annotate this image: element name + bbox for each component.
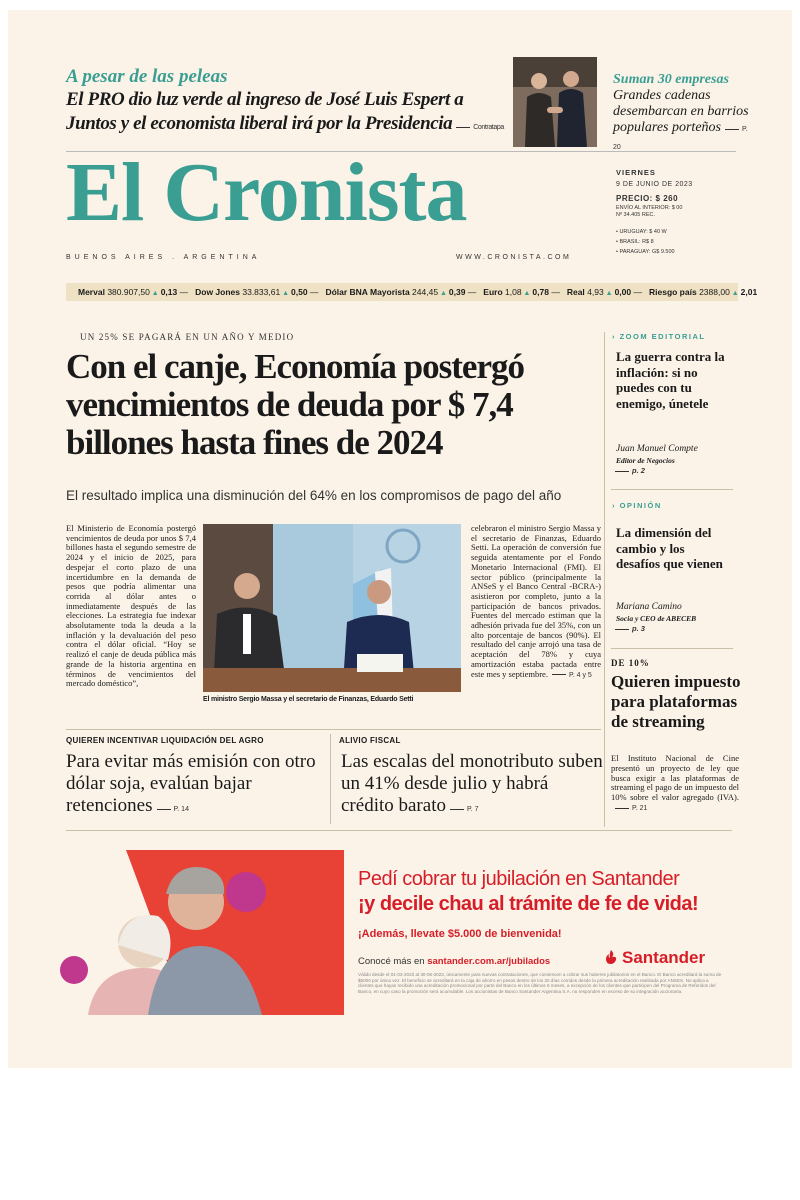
ticker-value: 244,45 <box>412 287 439 297</box>
up-arrow-icon: ▲ <box>603 290 615 297</box>
ticker-name: Real <box>566 287 585 297</box>
zoom-kicker: › ZOOM EDITORIAL <box>612 332 706 341</box>
streaming-text <box>611 754 739 814</box>
ticker-change: 0,50 <box>291 287 308 297</box>
advert-link-prefix: Conocé más en <box>358 956 425 967</box>
side-teaser-text: Grandes cadenas desembarcan en barrios populares porteños <box>613 88 749 135</box>
ticker-value: 380.907,50 <box>107 287 150 297</box>
advert-line-3: ¡Además, llevate $5.000 de bienvenida! <box>358 928 562 940</box>
ticker-item: Merval 380.907,50 ▲ 0,13 — <box>78 287 189 297</box>
ticker-item: Euro 1,08 ▲ 0,78 — <box>483 287 560 297</box>
price-paraguay: • PARAGUAY: G$ 9.500 <box>616 249 675 255</box>
main-subhead: El resultado implica una disminución del 64% en los compromisos de pago del año <box>66 488 562 503</box>
edition-day: VIERNES <box>616 168 656 177</box>
fiscal-kicker: ALIVIO FISCAL <box>339 736 401 745</box>
bottom-stories-rule <box>66 729 601 730</box>
masthead-url[interactable]: WWW.CRONISTA.COM <box>456 254 572 261</box>
ticker-name: Dow Jones <box>195 287 240 297</box>
agro-headline[interactable] <box>66 751 324 821</box>
market-ticker <box>66 283 758 301</box>
ticker-name: Dólar BNA Mayorista <box>325 287 410 297</box>
streaming-ref: P. 21 <box>611 805 647 812</box>
right-divider-2 <box>611 648 733 649</box>
main-column-2-ref: P. 4 y 5 <box>548 672 592 679</box>
zoom-headline[interactable]: La guerra contra la inflación: si no puedes con tu enemigo, únetele <box>616 349 725 411</box>
ticker-value: 1,08 <box>505 287 522 297</box>
opinion-headline[interactable]: La dimensión del cambio y los desafíos que vienen <box>616 525 723 571</box>
up-arrow-icon: ▲ <box>438 290 449 297</box>
streaming-text-body: El Instituto Nacional de Cine presentó un proyecto de ley que busca exigir a las plataformas de streaming el pago de un impuesto del 10% sobre el valor agregado (IVA). <box>611 753 739 803</box>
top-headline-text: El PRO dio luz verde al ingreso de José Luis Espert a Juntos y el economista liberal irá por la Presidencia <box>66 89 464 134</box>
top-headline[interactable] <box>66 88 516 140</box>
ticker-value: 2388,00 <box>699 287 730 297</box>
opinion-ref: p. 3 <box>611 624 645 633</box>
ticker-change: 0,39 <box>448 287 466 297</box>
ticker-change: 0,78 <box>532 287 549 297</box>
opinion-role: Socia y CEO de ABECEB <box>616 614 697 623</box>
top-photo <box>513 57 597 147</box>
main-column-1: El Ministerio de Economía postergó vencimientos de deuda por unos $ 7,4 billones hasta el segundo semestre de 2024 y el inicio de 2025, para despejar el corto plazo de una incertidumbre en la demanda de pesos que podría alimentar una corrida al dólar antes o inmediatamente después de las elecciones. La estrategia fue indexar absolutamente toda la deuda a la inflación y la devaluación del peso contra el dólar oficial. “Hoy se realizó el canje de deuda pública más grande de la historia argentina en términos de vencimientos del mercado doméstico”, <box>66 523 196 689</box>
ticker-item: Dólar BNA Mayorista 244,45 ▲ 0,39 — <box>325 287 477 297</box>
masthead-logo[interactable]: El Cronista <box>66 146 467 239</box>
santander-brand: Santander <box>622 948 706 967</box>
bottom-stories-divider <box>330 734 331 824</box>
flame-icon <box>603 949 619 970</box>
advert-link[interactable]: santander.com.ar/jubilados <box>427 956 551 967</box>
price-uruguay: • URUGUAY: $ 40 W <box>616 229 667 235</box>
edition-price: PRECIO: $ 260 <box>616 194 679 203</box>
zoom-author: Juan Manuel Compte <box>616 444 698 454</box>
advert-image[interactable] <box>66 850 344 1015</box>
opinion-kicker: › OPINIÓN <box>612 501 662 510</box>
side-teaser-kicker: Suman 30 empresas <box>613 72 729 87</box>
main-column-2 <box>471 524 601 680</box>
ticker-name: Merval <box>78 287 105 297</box>
ticker-name: Riesgo país <box>648 287 697 297</box>
top-kicker: A pesar de las peleas <box>66 66 228 87</box>
side-teaser-ref: P. 20 <box>613 126 748 151</box>
fiscal-headline-text: Las escalas del monotributo suben un 41% desde julio y habrá crédito barato <box>341 751 603 816</box>
ticker-item: Dow Jones 33.833,61 ▲ 0,50 — <box>195 287 319 297</box>
top-headline-ref: Contratapa <box>452 124 504 131</box>
ticker-value: 33.833,61 <box>242 287 281 297</box>
edition-date: 9 DE JUNIO DE 2023 <box>616 181 693 188</box>
advert-rule <box>66 830 732 831</box>
agro-ref: P. 14 <box>153 806 189 813</box>
ticker-item: Real 4,93 ▲ 0,00 — <box>566 287 642 297</box>
price-brasil: • BRASIL: R$ 8 <box>616 239 654 245</box>
interior-price: ENVÍO AL INTERIOR: $ 00 <box>616 205 683 211</box>
main-headline[interactable]: Con el canje, Economía postergó vencimientos de deuda por $ 7,4 billones hasta fines de 2024 <box>66 347 524 462</box>
right-column-rule <box>604 332 605 827</box>
ticker-change: 2,01 <box>740 287 758 297</box>
ticker-change: 0,13 <box>160 287 178 297</box>
advert-line-1: Pedí cobrar tu jubilación en Santander <box>358 868 680 890</box>
date-box <box>616 168 746 257</box>
advert-line-2: ¡y decile chau al trámite de fe de vida! <box>358 893 699 915</box>
ticker-name: Euro <box>483 287 503 297</box>
main-column-2-text: celebraron el ministro Sergio Massa y el secretario de Finanzas, Eduardo Setti. La operación de conversión fue seguida atentamente por el Fondo Monetario Internacional (FMI). El sector público (principalmente la ANSeS y el Banco Central -BCRA-) asistieron por completo, junto a la participación de bancos privados. Fuentes del mercado estiman que la adhesión privada fue del 35%, con un alto porcentaje de bancos (90%). El resultado del canje arrojó una tasa de aceptación del 78% y cuya amortización estaba pactada entre este mes y septiembre. <box>471 523 601 679</box>
edition-number: Nº 34.405 REC. <box>616 212 655 218</box>
advert-legal: Válido desde el 01-03-2023 al 30-06-2023, únicamente para nuevas contrataciones, que comiencen a cobrar sus haberes jubilatorios en el Banco. El Banco acreditará la suma de $5000 por única vez. El beneficio se acreditará en la caja de ahorro en pesos dentro de los 30 días corridos desde la primera acreditación realizada por ANSES. No aplica a clientes que hayan recibido una acreditación promocional por parte del Banco en los últimos 6 meses, a excepción de los clientes que participen del Programa de Referidos del Banco, en cuyo caso la promoción será acumulable. Los accionistas de Banco Santander Argentina S.A. no responden en exceso de su integración accionaria. <box>358 972 722 994</box>
masthead-subtitle: BUENOS AIRES . ARGENTINA <box>66 254 261 261</box>
ticker-change: 0,00 <box>614 287 632 297</box>
side-teaser[interactable] <box>613 88 753 156</box>
streaming-headline[interactable]: Quieren impuesto para plataformas de streaming <box>611 672 741 731</box>
newspaper-front-page <box>8 10 792 1068</box>
agro-headline-text: Para evitar más emisión con otro dólar soja, evalúan bajar retenciones <box>66 751 316 816</box>
agro-kicker: QUIEREN INCENTIVAR LIQUIDACIÓN DEL AGRO <box>66 736 264 745</box>
ticker-item <box>649 287 757 297</box>
ticker-value: 4,93 <box>587 287 604 297</box>
zoom-ref: p. 2 <box>611 466 645 475</box>
main-photo-caption: El ministro Sergio Massa y el secretario de Finanzas, Eduardo Setti <box>203 696 414 703</box>
fiscal-ref: P. 7 <box>446 806 479 813</box>
main-photo <box>203 524 461 692</box>
santander-logo[interactable] <box>603 948 705 970</box>
up-arrow-icon: ▲ <box>521 290 533 297</box>
streaming-kicker: DE 10% <box>611 658 650 668</box>
up-arrow-icon: ▲ <box>280 290 292 297</box>
main-kicker: UN 25% SE PAGARÁ EN UN AÑO Y MEDIO <box>80 332 295 342</box>
up-arrow-icon: ▲ <box>729 290 741 297</box>
advert-line-4 <box>358 956 550 967</box>
zoom-role: Editor de Negocios <box>616 456 675 465</box>
right-divider-1 <box>611 489 733 490</box>
fiscal-headline[interactable] <box>341 751 603 821</box>
opinion-author: Mariana Camino <box>616 602 682 612</box>
up-arrow-icon: ▲ <box>149 290 161 297</box>
